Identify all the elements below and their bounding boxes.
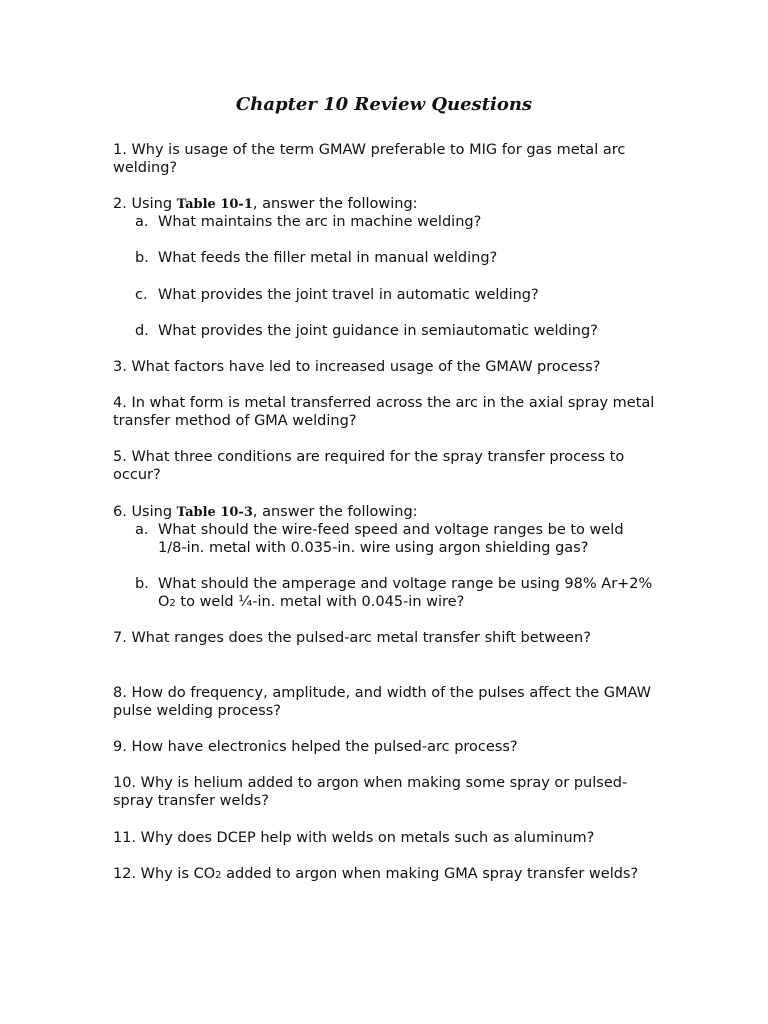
sub-letter: b. bbox=[135, 576, 149, 592]
question-8: 8. How do frequency, amplitude, and width of the pulses affect the GMAW pulse welding process? bbox=[113, 685, 652, 719]
sub-question-text bbox=[158, 575, 655, 613]
sub-letter: b. bbox=[135, 250, 149, 266]
question-9: 9. How have electronics helped the pulsed-arc process? bbox=[113, 739, 518, 755]
sub-letter: a. bbox=[135, 214, 149, 230]
question-12-suffix: added to argon when making GMA spray transfer welds? bbox=[221, 866, 639, 882]
question-5: 5. What three conditions are required for the spray transfer process to occur? bbox=[113, 449, 625, 483]
question-7: 7. What ranges does the pulsed-arc metal transfer shift between? bbox=[113, 630, 591, 646]
question-2-suffix: , answer the following: bbox=[252, 196, 418, 212]
question-6a bbox=[135, 521, 655, 557]
question-2 bbox=[113, 195, 658, 214]
sub-letter: c. bbox=[135, 287, 148, 303]
sub-question-text: What feeds the filler metal in manual welding? bbox=[158, 250, 498, 266]
question-12-prefix: 12. Why is CO bbox=[113, 866, 216, 882]
question-10: 10. Why is helium added to argon when making some spray or pulsed-spray transfer welds? bbox=[113, 775, 628, 809]
sub-question-text: What provides the joint travel in automatic welding? bbox=[158, 287, 539, 303]
question-2c bbox=[135, 286, 655, 304]
subscript: 2 bbox=[169, 598, 176, 609]
question-3: 3. What factors have led to increased usage of the GMAW process? bbox=[113, 359, 601, 375]
table-reference: Table 10-3 bbox=[176, 505, 253, 520]
question-6-prefix: 6. Using bbox=[113, 504, 177, 520]
sub-question-text-part: What should the amperage and voltage range be using 98% Ar+2% O bbox=[158, 576, 653, 610]
question-11: 11. Why does DCEP help with welds on metals such as aluminum? bbox=[113, 830, 595, 846]
sub-question-text: What should the wire-feed speed and voltage ranges be to weld 1/8-in. metal with 0.035-in. wire using argon shielding gas? bbox=[158, 522, 624, 556]
sub-letter: a. bbox=[135, 522, 149, 538]
question-1: 1. Why is usage of the term GMAW preferable to MIG for gas metal arc welding? bbox=[113, 142, 626, 176]
sub-question-text-part: to weld ¼-in. metal with 0.045-in wire? bbox=[175, 594, 465, 610]
subscript: 2 bbox=[215, 870, 222, 881]
question-6-suffix: , answer the following: bbox=[252, 504, 418, 520]
question-4: 4. In what form is metal transferred across the arc in the axial spray metal transfer method of GMA welding? bbox=[113, 395, 655, 429]
question-6 bbox=[113, 503, 658, 522]
question-6b bbox=[135, 575, 655, 613]
sub-question-text: What maintains the arc in machine welding? bbox=[158, 214, 482, 230]
sub-question-text: What provides the joint guidance in semiautomatic welding? bbox=[158, 323, 598, 339]
question-2-prefix: 2. Using bbox=[113, 196, 177, 212]
table-reference: Table 10-1 bbox=[176, 197, 253, 212]
question-2d bbox=[135, 322, 655, 340]
sub-letter: d. bbox=[135, 323, 149, 339]
question-12 bbox=[113, 865, 658, 885]
page-title: Chapter 10 Review Questions bbox=[235, 94, 533, 115]
question-2b bbox=[135, 249, 655, 267]
question-2a bbox=[135, 213, 655, 231]
